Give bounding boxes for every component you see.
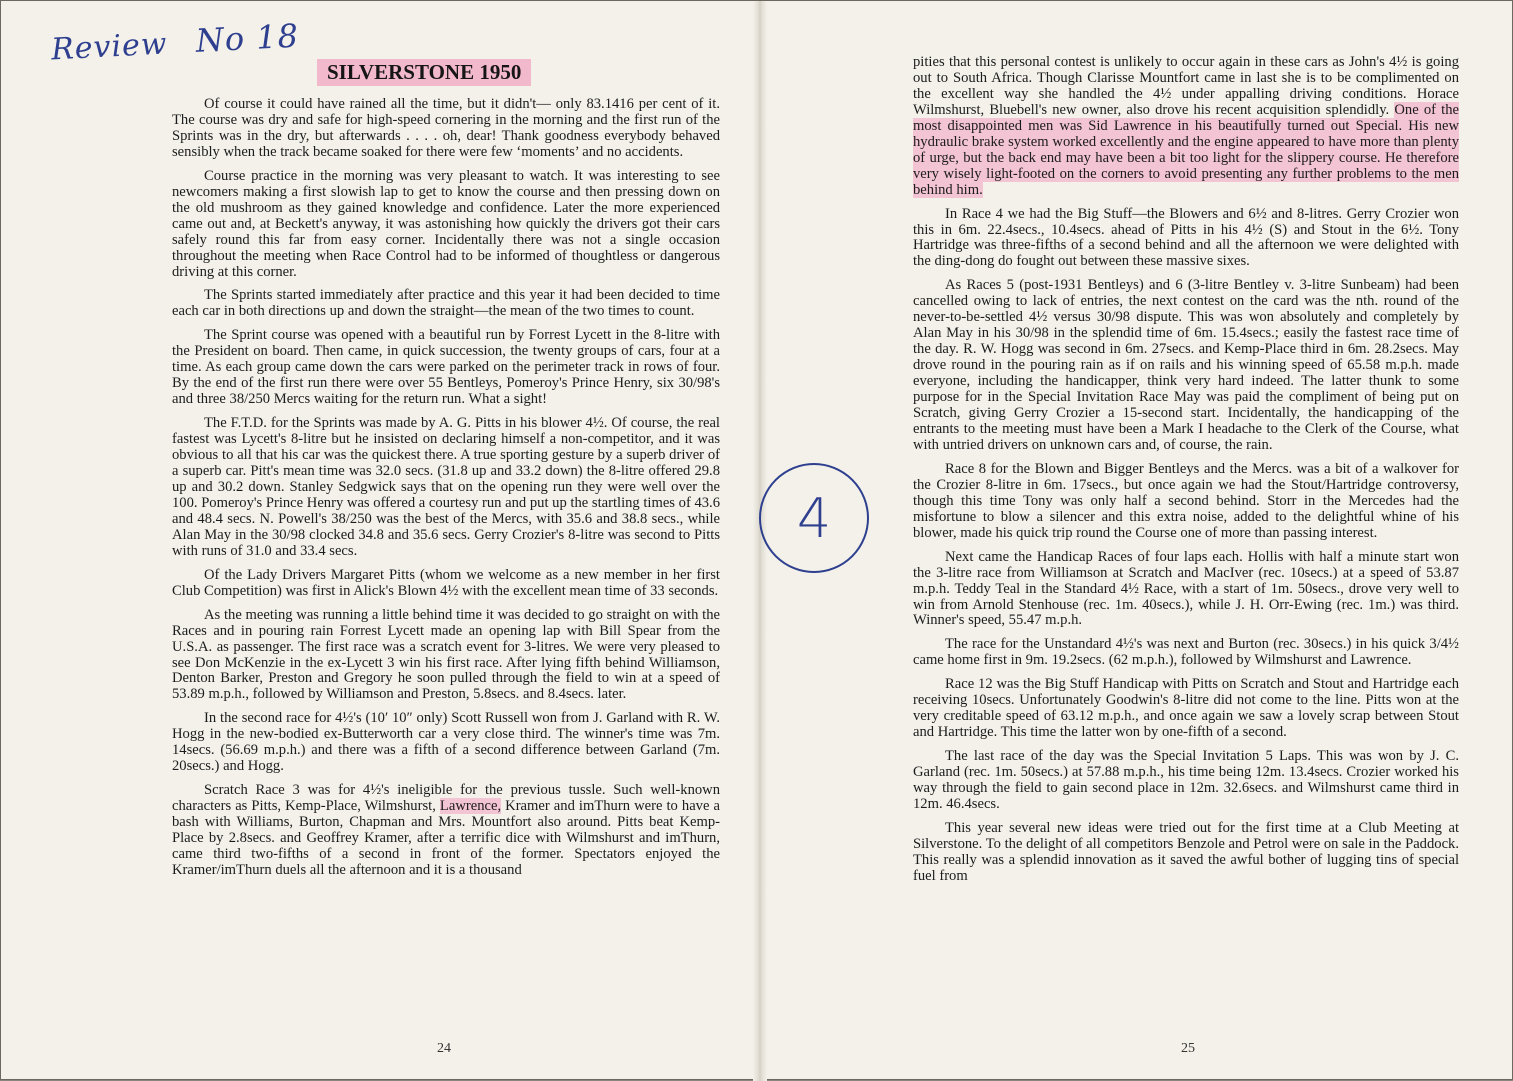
text-run: Kramer and imThurn were to have a bash with Williams, Burton, Chapman and Mrs. Mountfort also around. Pitts beat Kemp-Place by 2.8secs. and Geoffrey Kramer, after a terrific dice with Wilmshurst and imThurn, came third two-fifths of a second in front of the former. Spectators enjoyed the Kramer/imThurn duels all the afternoon and it is a thousand: [172, 798, 720, 878]
circled-number-mark: [759, 463, 869, 573]
circled-number: 4: [796, 486, 832, 550]
highlighted-text: One of the most disappointed men was Sid Lawrence in his beautifully turned out Special. His new hydraulic brake system worked excellently and the engine appeared to have more than plenty of urge, but the back end may have been a bit too light for the slippery course. He therefore very wisely light-footed on the corners to avoid presenting any further problems to the men behind him.: [913, 101, 1459, 198]
handwritten-number: No 18: [194, 16, 300, 60]
paragraph: Course practice in the morning was very pleasant to watch. It was interesting to see newcomers making a first slowish lap to get to know the course and then pressing down on the old mushroom as they gained knowledge and confidence. Later the more experienced came out and, at Beckett's anyway, it was astonishing how quickly the drivers got their cars safely round this far from easy corner. Incidentally there was not a single occasion throughout the meeting when Race Control had to be informed of thoughtless or dangerous driving at this corner.: [172, 167, 720, 280]
paragraph: The race for the Unstandard 4½'s was next and Burton (rec. 30secs.) in his quick 3/4½ came home first in 9m. 19.2secs. (62 m.p.h.), followed by Wilmshurst and Lawrence.: [913, 636, 1459, 669]
text-run: pities that this personal contest is unlikely to occur again in these cars as John's 4½ is going out to South Africa. Though Clarisse Mountfort came in last she is to be complimented on the excellent way she handled the 4½ under appalling driving conditions. Horace Wilmshurst, Bluebell's new owner, also drove his recent acquisition splendidly.: [913, 54, 1459, 118]
paragraph: Next came the Handicap Races of four laps each. Hollis with half a minute start won the 3-litre race from Williamson at Scratch and MacIver (rec. 10secs.) at a speed of 53.87 m.p.h. Teddy Teal in the Standard 4½ Race, with a start of 1m. 50secs., drove very well to win from Arnold Stenhouse (rec. 1m. 40secs.), while J. H. Orr-Ewing (rec. 1m.) was third. Winner's speed, 55.47 m.p.h.: [913, 548, 1459, 629]
paragraph: Race 8 for the Blown and Bigger Bentleys and the Mercs. was a bit of a walkover for the Crozier 8-litre in 6m. 17secs., but once again we had the Stout/Hartridge controversy, though this time Tony was only half a second behind. Storr in the Mercedes had the misfortune to blow a silencer and this extra noise, added to the delightful whine of his blower, made his quick trip round the Course one of more than passing interest.: [913, 460, 1459, 541]
handwritten-word: Review: [50, 26, 169, 68]
paragraph: Race 12 was the Big Stuff Handicap with Pitts on Scratch and Stout and Hartridge each receiving 10secs. Unfortunately Goodwin's 8-litre did not come to the line. Pitts won at the very creditable speed of 63.12 m.p.h., and once again we saw a lovely scrap between Stout and Hartridge. This time the latter won by one-fifth of a second.: [913, 676, 1459, 741]
paragraph: In Race 4 we had the Big Stuff—the Blowers and 6½ and 8-litres. Gerry Crozier won this in 6m. 22.4secs., 10.4secs. ahead of Pitts in his 4½ (S) and Stout in the 6½. Tony Hartridge was three-fifths of a second behind and all the afternoon we were delighted with the ding-dong do fought out between these massive sixes.: [913, 205, 1459, 270]
paragraph: Of course it could have rained all the time, but it didn't— only 83.1416 per cent of it. The course was dry and safe for high-speed cornering in the morning and the first run of the Sprints was in the dry, but afterwards . . . . oh, dear! Thank goodness everybody behaved sensibly when the track became soaked for there were few ‘moments’ and no accidents.: [172, 96, 720, 160]
paragraph: As Races 5 (post-1931 Bentleys) and 6 (3-litre Bentley v. 3-litre Sunbeam) had been cancelled owing to lack of entries, the next contest on the card was the nth. round of the never-to-be-settled 4½ versus 30/98 dispute. This was won absolutely and completely by Alan May in his 30/98 in the splendid time of 6m. 15.4secs.; easily the fastest race time of the day. R. W. Hogg was second in 6m. 27secs. and Kemp-Place third in 6m. 28.2secs. May drove round in the pouring rain as if on rails and his winning speed of 65.58 m.p.h. made everyone, including the handicapper, think very hard indeed. The latter thunk to some purpose for in the Special Invitation Race May was paid the compliment of being put on Scratch, giving Gerry Crozier a 15-second start. Incidentally, the handicapping of the entrants to the meeting must have been a Mark I headache to the Clerk of the Course, what with untried drivers on unknown cars and, of course, the rain.: [913, 277, 1459, 453]
paragraph: The Sprints started immediately after practice and this year it had been decided to time each car in both directions up and down the straight—the mean of the two times to count.: [172, 287, 720, 320]
title-block: [317, 59, 531, 86]
right-page-column: [913, 55, 1459, 893]
paragraph: The Sprint course was opened with a beautiful run by Forrest Lycett in the 8-litre with the President on board. Then came, in quick succession, the twenty groups of cars, four at a time. As each group came down the cars were parked on the perimeter track in rows of four. By the end of the first run there were over 55 Bentleys, Pomeroy's Prince Henry, six 30/98's and three 38/250 Mercs waiting for the return run. What a sight!: [172, 327, 720, 408]
page-number-left: 24: [437, 1041, 451, 1056]
paragraph: The F.T.D. for the Sprints was made by A. G. Pitts in his blower 4½. Of course, the real fastest was Lycett's 8-litre but he insisted on declaring himself a non-competitor, and it was obvious to all that his car was the quickest there. A true sporting gesture by a superb driver of a superb car. Pitt's mean time was 32.0 secs. (31.8 up and 33.2 down) the 8-litre offered 29.8 up and 30.2 down. Stanley Sedgwick says that on the opening run they were well over the 100. Pomeroy's Prince Henry was offered a courtesy run and put up the startling times of 43.6 and 48.4 secs. N. Powell's 38/250 was the best of the Mercs, with 35.6 and 38.8 secs., while Alan May in the 30/98 clocked 34.8 and 35.6 secs. Gerry Crozier's 8-litre was second to Pitts with runs of 31.0 and 33.4 secs.: [172, 415, 720, 559]
paragraph: [913, 55, 1459, 199]
handwritten-note: [50, 17, 300, 68]
paragraph: The last race of the day was the Special Invitation 5 Laps. This was won by J. C. Garland (rec. 1m. 50secs.) at 57.88 m.p.h., his time being 12m. 13.4secs. Crozier worked his way through the field to gain second place in 12m. 32.6secs. and Wilmshurst came third in 12m. 46.4secs.: [913, 748, 1459, 812]
text-run: Scratch Race 3 was for 4½'s ineligible for the previous tussle. Such well-known characters as Pitts, Kemp-Place, Wilmshurst,: [172, 782, 720, 815]
paragraph: This year several new ideas were tried out for the first time at a Club Meeting at Silverstone. To the delight of all competitors Benzole and Petrol were on sale in the Paddock. This really was a splendid innovation as it saved the awful bother of lugging tins of special fuel from: [913, 819, 1459, 884]
paragraph: In the second race for 4½'s (10′ 10″ only) Scott Russell won from J. Garland with R. W. Hogg in the new-bodied ex-Butterworth car a very close third. The winner's time was 7m. 14secs. (56.69 m.p.h.) and there was a fifth of a second difference between Garland (7m. 20secs.) and Hogg.: [172, 710, 720, 775]
left-page-column: [172, 97, 720, 887]
article-title: SILVERSTONE 1950: [317, 59, 531, 86]
paragraph: As the meeting was running a little behind time it was decided to go straight on with the Races and in pouring rain Forrest Lycett made an opening lap with Bill Spear from the U.S.A. as passenger. The first race was a scratch event for 3-litres. We were very pleased to see Don McKenzie in the ex-Lycett 3 win his first race. After lying fifth behind Williamson, Denton Barker, Preston and Gregory he soon pulled through the field to win at a speed of 53.89 m.p.h., followed by Williamson and Preston, 5.8secs. and 8.4secs. later.: [172, 606, 720, 703]
paragraph: Of the Lady Drivers Margaret Pitts (whom we welcome as a new member in her first Club Competition) was first in Alick's Blown 4½ with the excellent mean time of 33 seconds.: [172, 566, 720, 599]
page-number-right: 25: [1181, 1041, 1195, 1056]
highlighted-text: Lawrence,: [439, 798, 502, 815]
paragraph: [172, 783, 720, 879]
